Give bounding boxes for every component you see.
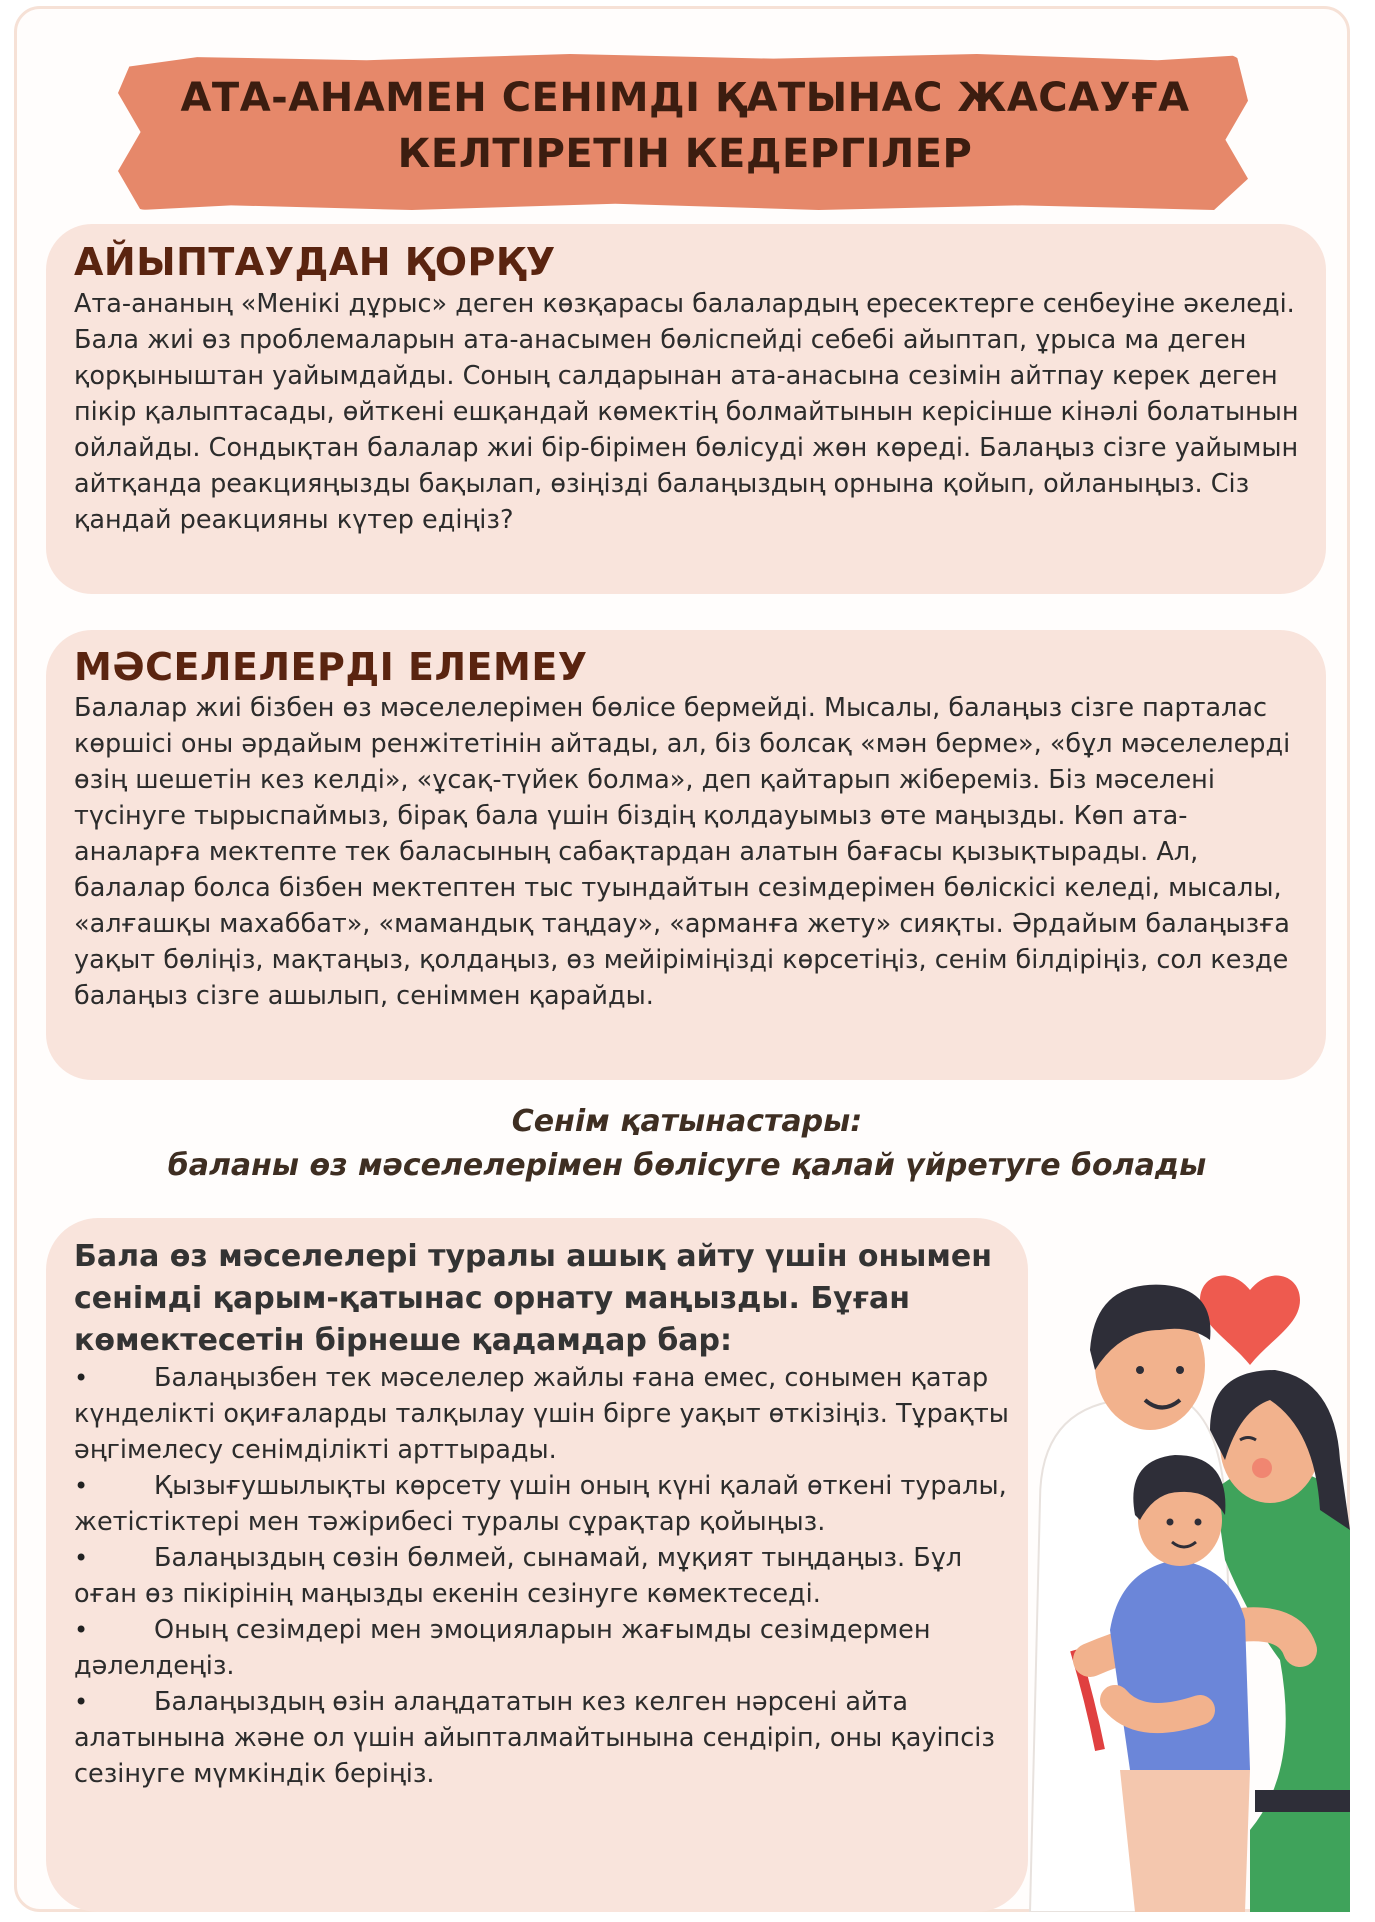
bullet-icon: • [74,1364,89,1392]
list-item [74,1684,1014,1792]
list-item [74,1612,1014,1684]
subtitle-line2: баланы өз мәселелерімен бөлісуге қалай үйретуге болады [167,1148,1207,1183]
list-item [74,1468,1014,1540]
page-title [130,70,1240,182]
child-figure [1110,1560,1250,1780]
family-hug-illustration [1000,1230,1350,1912]
section1-title: АЙЫПТАУДАН ҚОРҚУ [74,240,556,284]
subtitle-line1: Сенім қатынастары: [511,1104,863,1139]
section2-title: МӘСЕЛЕЛЕРДІ ЕЛЕМЕУ [74,645,588,689]
bullet-icon: • [74,1544,89,1572]
list-item-text: Балаңызбен тек мәселелер жайлы ғана емес, сонымен қатар күнделікті оқиғаларды талқылау үшін бірге уақыт өткізіңіз. Тұрақты әңгімелесу сенімділікті арттырады. [74,1363,1009,1465]
heart-icon [1200,1276,1300,1365]
bullet-icon: • [74,1688,89,1716]
list-item-text: Оның сезімдері мен эмоцияларын жағымды сезімдермен дәлелдеңіз. [74,1615,931,1681]
steps-intro: Бала өз мәселелері туралы ашық айту үшін онымен сенімді қарым-қатынас орнату маңызды. Бұған көмектесетін бірнеше қадамдар бар: [74,1239,992,1358]
list-item [74,1540,1014,1612]
section2-body: Балалар жиі бізбен өз мәселелерімен бөлісе бермейді. Мысалы, балаңыз сізге парталас көршісі оны әрдайым ренжітетінін айтады, ал, біз болсақ «мән берме», «бұл мәселелерді өзің шешетін кез келді», «ұсақ-түйек болма», деп қайтарып жібереміз. Біз мәселені түсінуге тырыспаймыз, бірақ бала үшін біздің қолдауымыз өте маңызды. Көп ата-аналарға мектепте тек баласының сабақтардан алатын бағасы қызықтырады. Ал, балалар болса бізбен мектептен тыс туындайтын сезімдерімен бөліскісі келеді, мысалы, «алғашқы махаббат», «мамандық таңдау», «арманға жету» сияқты. Әрдайым балаңызға уақыт бөліңіз, мақтаңыз, қолдаңыз, өз мейіріміңізді көрсетіңіз, сенім білдіріңіз, сол кезде балаңыз сізге ашылып, сеніммен қарайды. [74,693,1291,1011]
steps-list [74,1360,1014,1792]
bullet-icon: • [74,1616,89,1644]
bullet-icon: • [74,1472,89,1500]
section1-body: Ата-ананың «Менікі дұрыс» деген көзқарасы балалардың ересектерге сенбеуіне әкеледі. Бала жиі өз проблемаларын ата-анасымен бөліспейді себебі айыптап, ұрыса ма деген қорқыныштан уайымдайды. Соның салдарынан ата-анасына сезімін айтпау керек деген пікір қалыптасады, өйткені ешқандай көмектің болмайтынын керісінше кінәлі болатынын ойлайды. Сондықтан балалар жиі бір-бірімен бөлісуді жөн көреді. Балаңыз сізге уайымын айтқанда реакцияңызды бақылап, өзіңізді балаңыздың орнына қойып, ойланыңыз. Сіз қандай реакцияны күтер едіңіз? [74,289,1299,535]
page-title-line1: АТА-АНАМЕН СЕНІМДІ ҚАТЫНАС ЖАСАУҒА [180,75,1190,121]
page-title-line2: КЕЛТІРЕТІН КЕДЕРГІЛЕР [397,131,973,177]
list-item [74,1360,1014,1468]
list-item-text: Қызығушылықты көрсету үшін оның күні қалай өткені туралы, жетістіктері мен тәжірибесі туралы сұрақтар қойыңыз. [74,1471,1007,1537]
list-item-text: Балаңыздың сөзін бөлмей, сынамай, мұқият тыңдаңыз. Бұл оған өз пікірінің маңызды екенін сезінуге көмектеседі. [74,1543,963,1609]
list-item-text: Балаңыздың өзін алаңдататын кез келген нәрсені айта алатынына және ол үшін айыпталмайтынына сендіріп, оны қауіпсіз сезінуге мүмкіндік беріңіз. [74,1687,995,1789]
